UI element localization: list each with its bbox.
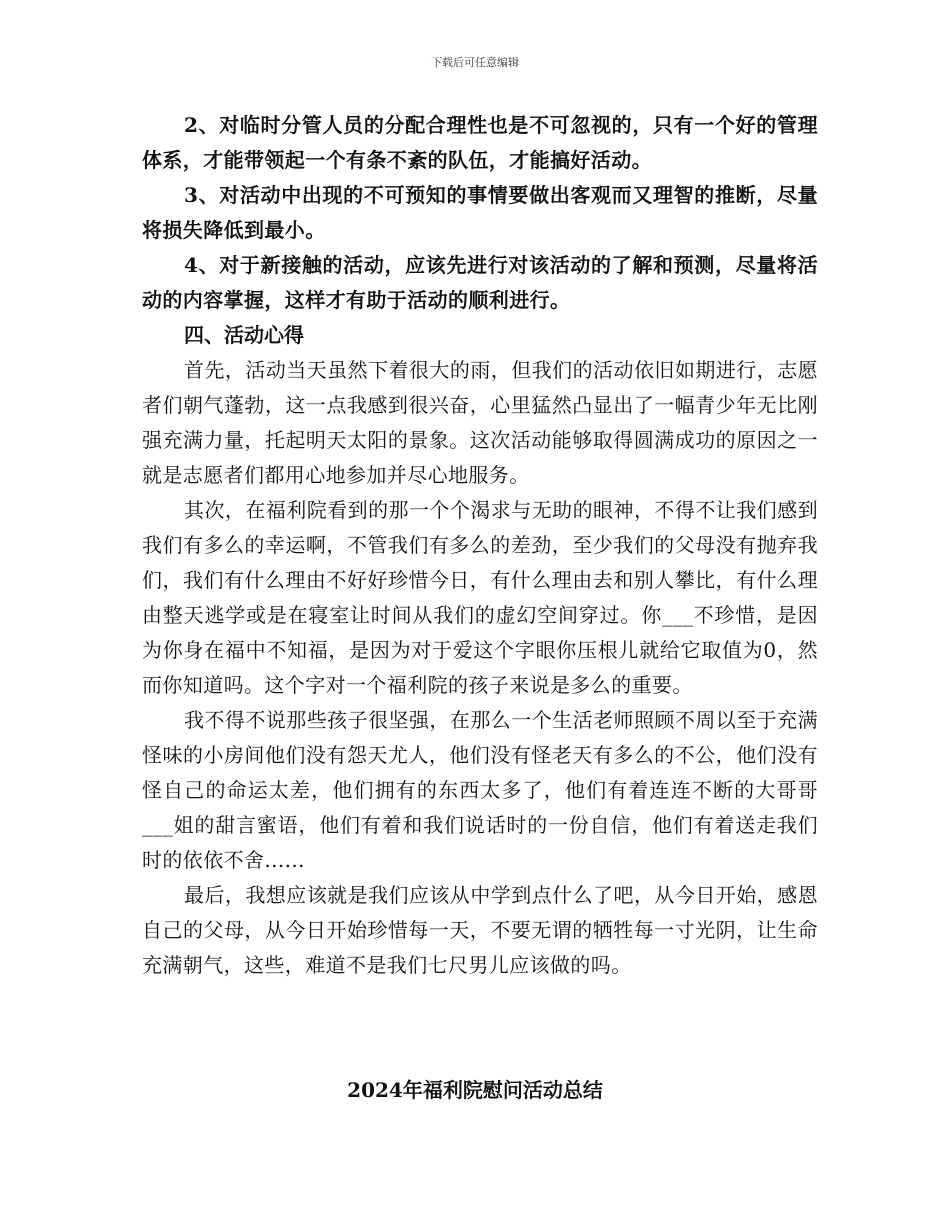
- paragraph-third: 我不得不说那些孩子很坚强，在那么一个生活老师照顾不周以至于充满怪味的小房间他们没有怨天尤人，他们没有怪老天有多么的不公，他们没有怪自己的命运太差，他们拥有的东西太多了，他们有着连连不断的大哥哥___姐的甜言蜜语，他们有着和我们说话时的一份自信，他们有着送走我们时的依依不舍......: [142, 708, 818, 872]
- point-3: 3、对活动中出现的不可预知的事情要做出客观而又理智的推断，尽量将损失降低到最小。: [142, 183, 818, 242]
- header-note: 下载后可任意编辑: [431, 56, 519, 69]
- paragraph-second: 其次，在福利院看到的那一个个渴求与无助的眼神，不得不让我们感到我们有多么的幸运啊，不管我们有多么的差劲，至少我们的父母没有抛弃我们，我们有什么理由不好好珍惜今日，有什么理由去和别人攀比，有什么理由整天逃学或是在寝室让时间从我们的虚幻空间穿过。你___不珍惜，是因为你身在福中不知福，是因为对于爱这个字眼你压根儿就给它取值为0，然而你知道吗。这个字对一个福利院的孩子来说是多么的重要。: [142, 498, 818, 697]
- document-body: [142, 108, 818, 983]
- paragraph-last: 最后，我想应该就是我们应该从中学到点什么了吧，从今日开始，感恩自己的父母，从今日开始珍惜每一天，不要无谓的牺牲每一寸光阴，让生命充满朝气，这些，难道不是我们七尺男儿应该做的吗。: [142, 883, 818, 977]
- paragraph-first: 首先，活动当天虽然下着很大的雨，但我们的活动依旧如期进行，志愿者们朝气蓬勃，这一点我感到很兴奋，心里猛然凸显出了一幅青少年无比刚强充满力量，托起明天太阳的景象。这次活动能够取得圆满成功的原因之一就是志愿者们都用心地参加并尽心地服务。: [142, 358, 818, 487]
- closing-title: 2024年福利院慰问活动总结: [347, 1078, 603, 1102]
- section-heading: 四、活动心得: [184, 323, 304, 347]
- point-4: 4、对于新接触的活动，应该先进行对该活动的了解和预测，尽量将活动的内容掌握，这样才有助于活动的顺利进行。: [142, 253, 818, 312]
- point-2: 2、对临时分管人员的分配合理性也是不可忽视的，只有一个好的管理体系，才能带领起一个有条不紊的队伍，才能搞好活动。: [142, 113, 818, 172]
